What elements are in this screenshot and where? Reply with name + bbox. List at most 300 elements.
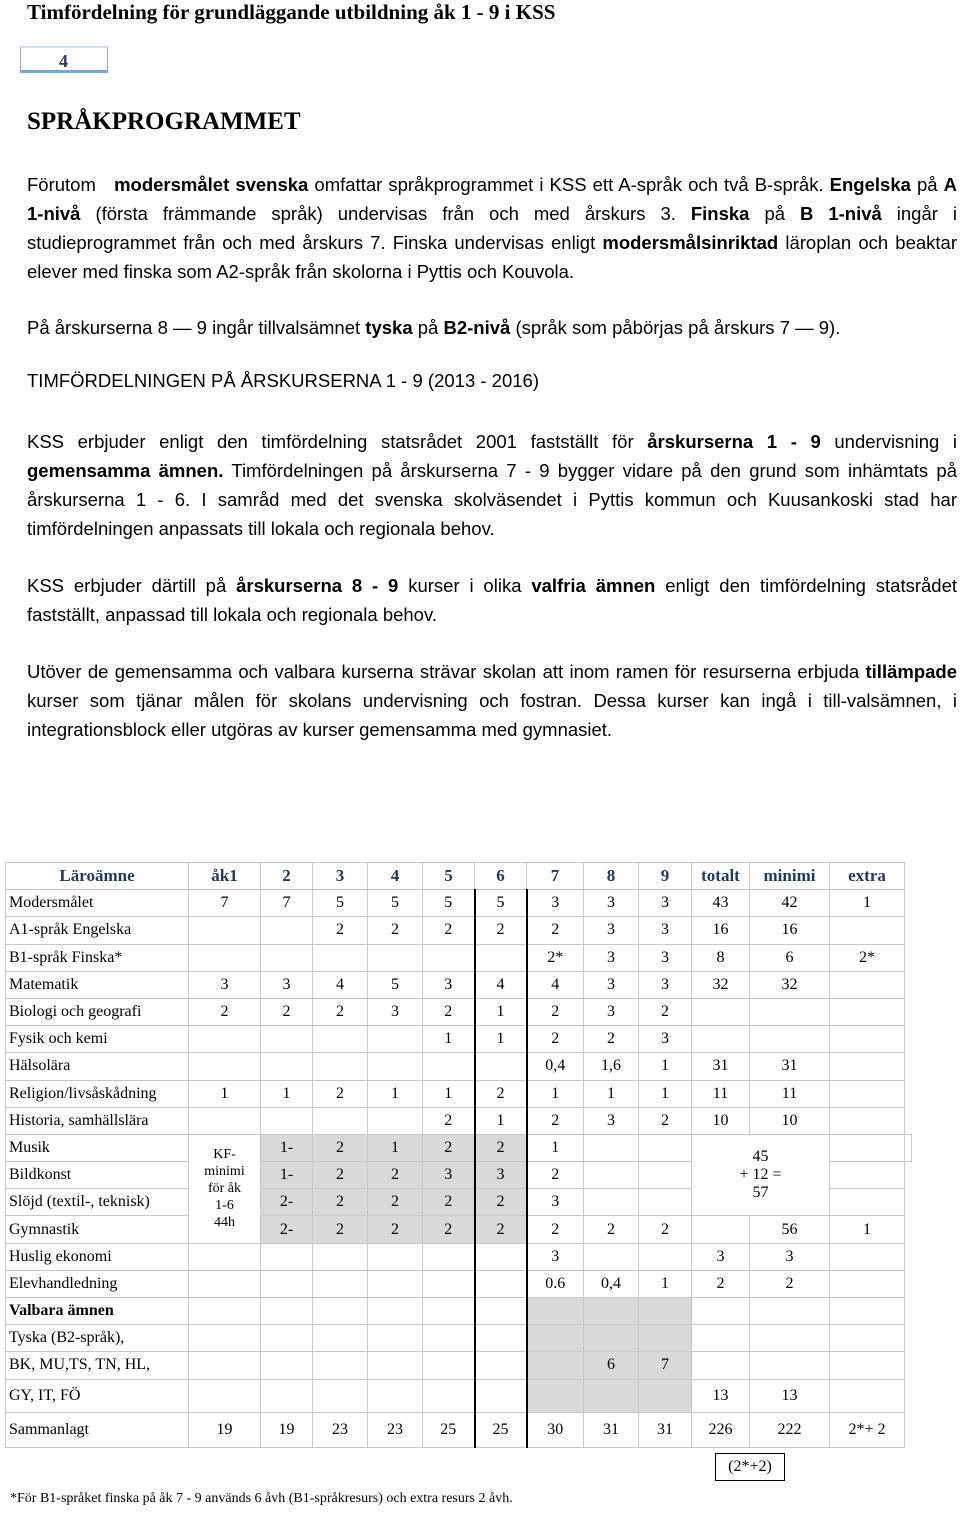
kf-line: för åk — [207, 1181, 242, 1197]
hours-cell: 31 — [639, 1412, 692, 1447]
hours-cell: 10 — [750, 1107, 830, 1134]
hours-cell: 0,4 — [584, 1270, 639, 1297]
hours-cell: 5 — [423, 890, 475, 917]
hours-cell — [423, 1352, 475, 1379]
hours-cell — [313, 1107, 368, 1134]
hours-cell — [527, 1379, 584, 1412]
hours-cell — [750, 1325, 830, 1352]
subject-cell: Biologi och geografi — [6, 998, 189, 1025]
hours-cell: 3 — [261, 971, 313, 998]
hours-cell: 2 — [313, 1134, 368, 1161]
hours-cell: 1 — [368, 1080, 423, 1107]
hours-cell: 1 — [423, 1080, 475, 1107]
hours-cell: 3 — [584, 917, 639, 944]
art-total-line: 57 — [752, 1184, 769, 1202]
hours-cell: 1 — [830, 890, 905, 917]
hours-cell: 0.6 — [527, 1270, 584, 1297]
subject-cell: Bildkonst — [6, 1162, 189, 1189]
hours-cell — [313, 1298, 368, 1325]
hours-cell — [584, 1379, 639, 1412]
subject-cell: A1-språk Engelska — [6, 917, 189, 944]
table-row — [6, 1053, 912, 1080]
hours-cell: 25 — [423, 1412, 475, 1447]
hours-cell: 2 — [261, 998, 313, 1025]
text: omfattar språkprogrammet i KSS ett A-språk och två B-språk. — [308, 174, 830, 195]
hours-cell: 8 — [692, 944, 750, 971]
hours-cell — [189, 1379, 261, 1412]
hours-cell: 19 — [189, 1412, 261, 1447]
hours-cell — [527, 1352, 584, 1379]
art-total-line: + 12 = — [739, 1166, 782, 1184]
hours-cell — [750, 1298, 830, 1325]
text: KSS erbjuder därtill på — [27, 575, 237, 596]
hours-cell — [189, 1026, 261, 1053]
table-row — [6, 1107, 912, 1134]
hours-cell: 3 — [639, 1026, 692, 1053]
hours-cell: 3 — [527, 1189, 584, 1216]
hours-cell: 2 — [527, 1162, 584, 1189]
text-bold: B 1-nivå — [800, 203, 882, 224]
text-bold: modersmålsinriktad — [602, 232, 779, 253]
timetable — [5, 862, 912, 1448]
hours-cell: 3 — [584, 1107, 639, 1134]
hours-cell: 56 — [750, 1216, 830, 1243]
hours-cell — [368, 1243, 423, 1270]
header-cell: 9 — [639, 863, 692, 890]
hours-cell — [830, 971, 905, 998]
hours-cell: 1 — [639, 1053, 692, 1080]
hours-cell: 7 — [189, 890, 261, 917]
hours-cell — [189, 1270, 261, 1297]
hours-cell: 3 — [639, 944, 692, 971]
hours-cell: 2 — [313, 1216, 368, 1243]
hours-cell — [261, 1026, 313, 1053]
table-row — [6, 1243, 912, 1270]
hours-cell: 2 — [475, 1189, 527, 1216]
hours-cell — [313, 1026, 368, 1053]
text: på — [910, 174, 944, 195]
hours-cell — [313, 1352, 368, 1379]
hours-cell — [830, 1352, 905, 1379]
hours-cell: 30 — [527, 1412, 584, 1447]
hours-cell: 2 — [423, 1107, 475, 1134]
table-row — [6, 944, 912, 971]
hours-cell: 2 — [423, 1216, 475, 1243]
table-row — [6, 1379, 912, 1412]
hours-cell: 2 — [368, 1162, 423, 1189]
text-bold: tillämpade — [865, 661, 957, 682]
hours-cell — [313, 1053, 368, 1080]
hours-cell — [692, 1026, 750, 1053]
hours-cell: 43 — [692, 890, 750, 917]
hours-cell: 4 — [527, 971, 584, 998]
subject-cell: Musik — [6, 1134, 189, 1161]
hours-cell: 3 — [639, 890, 692, 917]
hours-cell — [475, 1243, 527, 1270]
text: läroplan och beaktar elever med finska som A2-språk från skolorna i Pyttis och Kouvola. — [27, 232, 958, 282]
hours-cell: 2 — [423, 917, 475, 944]
hours-cell: 32 — [692, 971, 750, 998]
table-row — [6, 1352, 912, 1379]
hours-cell: 3 — [584, 890, 639, 917]
hours-cell: 1 — [527, 1134, 584, 1161]
hours-cell — [368, 1325, 423, 1352]
hours-cell: 2- — [261, 1189, 313, 1216]
timetable-heading: TIMFÖRDELNINGEN PÅ ÅRSKURSERNA 1 - 9 (2013 - 2016) — [27, 370, 539, 391]
hours-cell — [830, 917, 905, 944]
hours-cell: 1,6 — [584, 1053, 639, 1080]
hours-cell: 2 — [313, 1080, 368, 1107]
subject-cell: Hälsolära — [6, 1053, 189, 1080]
hours-cell: 1 — [423, 1026, 475, 1053]
hours-cell: 2 — [423, 998, 475, 1025]
hours-cell: 16 — [750, 917, 830, 944]
hours-cell: 1 — [639, 1080, 692, 1107]
hours-cell: 2 — [313, 917, 368, 944]
hours-cell: 2 — [423, 1134, 475, 1161]
hours-cell: 3 — [639, 917, 692, 944]
hours-cell: 2 — [527, 1107, 584, 1134]
text: enligt den timfördelning statsrådet fastställt, anpassad till lokala och regionala behov. — [27, 575, 958, 625]
hours-cell: 4 — [475, 971, 527, 998]
text: undervisning i — [820, 431, 958, 452]
hours-cell: 7 — [261, 890, 313, 917]
hours-cell: 5 — [368, 890, 423, 917]
hours-cell: 3 — [584, 998, 639, 1025]
text-bold: gemensamma ämnen. — [27, 460, 224, 481]
hours-cell — [692, 1216, 750, 1243]
table-row — [6, 1026, 912, 1053]
hours-cell — [189, 1107, 261, 1134]
hours-cell: 1 — [368, 1134, 423, 1161]
hours-cell — [639, 1298, 692, 1325]
hours-cell: 2 — [584, 1216, 639, 1243]
hours-cell — [527, 1298, 584, 1325]
text: Förutom — [27, 174, 96, 195]
hours-cell — [830, 1298, 905, 1325]
hours-cell: 2- — [261, 1216, 313, 1243]
hours-cell — [830, 1325, 905, 1352]
hours-cell: 3 — [189, 971, 261, 998]
hours-cell — [830, 1080, 905, 1107]
hours-cell — [692, 1352, 750, 1379]
hours-cell — [423, 1243, 475, 1270]
section-number-box: 4 — [20, 46, 108, 73]
header-cell: totalt — [692, 863, 750, 890]
text-bold: Engelska — [829, 174, 911, 195]
paragraph-language-program — [27, 170, 957, 286]
hours-cell: 2*+ 2 — [830, 1412, 905, 1447]
hours-cell — [830, 1134, 905, 1161]
hours-cell: 2 — [313, 998, 368, 1025]
hours-cell: 5 — [313, 890, 368, 917]
table-row — [6, 1270, 912, 1297]
hours-cell — [584, 1298, 639, 1325]
hours-cell — [313, 1243, 368, 1270]
hours-cell — [830, 1379, 905, 1412]
table-header-row — [6, 863, 912, 890]
subject-cell: Modersmålet — [6, 890, 189, 917]
kf-line: 1-6 — [215, 1198, 234, 1214]
hours-cell — [313, 1379, 368, 1412]
hours-cell — [830, 1189, 905, 1216]
hours-cell — [639, 1134, 692, 1161]
table-body — [6, 890, 912, 1447]
table-row — [6, 1412, 912, 1447]
hours-cell: 3 — [368, 998, 423, 1025]
hours-cell — [830, 1270, 905, 1297]
hours-cell — [261, 1270, 313, 1297]
hours-cell: 2 — [313, 1162, 368, 1189]
hours-cell — [423, 944, 475, 971]
hours-cell — [189, 1298, 261, 1325]
hours-cell: 42 — [750, 890, 830, 917]
header-cell: 3 — [313, 863, 368, 890]
hours-cell: 2 — [475, 1080, 527, 1107]
hours-cell — [368, 1053, 423, 1080]
hours-cell — [639, 1379, 692, 1412]
hours-cell: 1 — [527, 1080, 584, 1107]
kf-line: 44h — [214, 1215, 235, 1231]
text: Utöver de gemensamma och valbara kurserna strävar skolan att inom ramen för resurserna erbjuda — [27, 661, 866, 682]
hours-cell — [692, 1298, 750, 1325]
hours-cell: 25 — [475, 1412, 527, 1447]
hours-cell: 2 — [423, 1189, 475, 1216]
subject-cell: Historia, samhällslära — [6, 1107, 189, 1134]
table-row — [6, 1298, 912, 1325]
table-row — [6, 1216, 912, 1243]
hours-cell: 2 — [639, 1216, 692, 1243]
header-cell: 4 — [368, 863, 423, 890]
subject-cell: Sammanlagt — [6, 1412, 189, 1447]
table-row — [6, 1134, 912, 1161]
header-cell: extra — [830, 863, 905, 890]
hours-cell: 32 — [750, 971, 830, 998]
hours-cell — [830, 1162, 905, 1189]
extra-note: (2*+2) — [715, 1453, 785, 1481]
table-row — [6, 1325, 912, 1352]
hours-cell: 1 — [189, 1080, 261, 1107]
text-bold: tyska — [365, 317, 413, 338]
hours-cell: 7 — [639, 1352, 692, 1379]
text-bold: Finska — [690, 203, 750, 224]
text-bold: valfria ämnen — [531, 575, 656, 596]
hours-cell: 2 — [475, 917, 527, 944]
hours-cell — [475, 1270, 527, 1297]
hours-cell — [313, 1325, 368, 1352]
hours-cell — [475, 1379, 527, 1412]
hours-cell: 5 — [368, 971, 423, 998]
hours-cell: 2 — [475, 1216, 527, 1243]
hours-cell: 3 — [423, 1162, 475, 1189]
hours-cell — [639, 1189, 692, 1216]
hours-cell — [261, 944, 313, 971]
hours-cell — [830, 1107, 905, 1134]
hours-cell: 2 — [692, 1270, 750, 1297]
hours-cell: 1 — [584, 1080, 639, 1107]
subject-cell: Religion/livsåskådning — [6, 1080, 189, 1107]
text-bold: A 1-nivå — [27, 174, 957, 224]
hours-cell — [189, 917, 261, 944]
hours-cell: 1 — [261, 1080, 313, 1107]
paragraph-german — [27, 313, 957, 342]
subject-cell: Elevhandledning — [6, 1270, 189, 1297]
hours-cell — [368, 1379, 423, 1412]
hours-cell — [261, 1298, 313, 1325]
subject-cell: BK, MU,TS, TN, HL, — [6, 1352, 189, 1379]
hours-cell: 1- — [261, 1162, 313, 1189]
hours-cell: 1 — [639, 1270, 692, 1297]
hours-cell: 226 — [692, 1412, 750, 1447]
paragraph-common-subjects — [27, 427, 957, 543]
hours-cell: 1 — [475, 1026, 527, 1053]
hours-cell — [368, 1270, 423, 1297]
hours-cell: 3 — [584, 971, 639, 998]
hours-cell — [475, 1298, 527, 1325]
hours-cell: 1 — [475, 1107, 527, 1134]
hours-cell: 2 — [527, 1216, 584, 1243]
hours-cell: 6 — [750, 944, 830, 971]
kf-line: minimi — [204, 1164, 245, 1180]
hours-cell — [830, 1026, 905, 1053]
hours-cell — [750, 1352, 830, 1379]
hours-cell: 3 — [750, 1243, 830, 1270]
hours-cell — [584, 1325, 639, 1352]
hours-cell — [368, 1298, 423, 1325]
header-cell: åk1 — [189, 863, 261, 890]
hours-cell: 2 — [527, 998, 584, 1025]
hours-cell: 3 — [584, 944, 639, 971]
hours-cell: 2 — [750, 1270, 830, 1297]
paragraph-optional-subjects — [27, 571, 957, 629]
art-total-cell — [692, 1134, 830, 1216]
hours-cell — [261, 1325, 313, 1352]
hours-cell — [423, 1053, 475, 1080]
hours-cell — [189, 1352, 261, 1379]
hours-cell — [584, 1189, 639, 1216]
text: KSS erbjuder enligt den timfördelning statsrådet 2001 fastställt för — [27, 431, 648, 452]
hours-cell: 1- — [261, 1134, 313, 1161]
hours-cell: 23 — [313, 1412, 368, 1447]
hours-cell — [189, 1243, 261, 1270]
art-total-line: 45 — [752, 1148, 769, 1166]
subject-cell: Valbara ämnen — [6, 1298, 189, 1325]
hours-cell — [189, 1325, 261, 1352]
hours-cell: 10 — [692, 1107, 750, 1134]
subject-cell: GY, IT, FÖ — [6, 1379, 189, 1412]
hours-cell — [905, 1134, 912, 1161]
hours-cell: 2 — [639, 1107, 692, 1134]
text-bold: B2-nivå — [443, 317, 511, 338]
header-cell: 5 — [423, 863, 475, 890]
subject-cell: B1-språk Finska* — [6, 944, 189, 971]
header-cell: 7 — [527, 863, 584, 890]
hours-cell — [639, 1325, 692, 1352]
header-cell: Läroämne — [6, 863, 189, 890]
text: (språk som påbörjas på årskurs 7 — 9). — [510, 317, 841, 338]
hours-cell — [830, 998, 905, 1025]
hours-cell: 3 — [527, 890, 584, 917]
hours-cell — [261, 1243, 313, 1270]
hours-cell — [750, 1026, 830, 1053]
hours-cell — [639, 1243, 692, 1270]
hours-cell: 5 — [475, 890, 527, 917]
hours-cell — [639, 1162, 692, 1189]
footnote: *För B1-språket finska på åk 7 - 9 används 6 åvh (B1-språkresurs) och extra resurs 2 åvh. — [10, 1491, 513, 1506]
hours-cell: 2 — [527, 917, 584, 944]
text-bold: årskurserna 8 - 9 — [236, 575, 399, 596]
text: kurser i olika — [398, 575, 532, 596]
hours-cell: 11 — [750, 1080, 830, 1107]
header-cell: minimi — [750, 863, 830, 890]
hours-cell — [189, 1053, 261, 1080]
hours-cell: 2 — [368, 1189, 423, 1216]
hours-cell — [584, 1243, 639, 1270]
hours-cell — [750, 998, 830, 1025]
text-bold: årskurserna 1 - 9 — [647, 431, 821, 452]
text: ingår i studieprogrammet från och med årskurs 7. Finska undervisas enligt — [27, 203, 958, 253]
hours-cell: 2 — [189, 998, 261, 1025]
subject-cell: Fysik och kemi — [6, 1026, 189, 1053]
hours-cell: 2* — [830, 944, 905, 971]
header-cell: 2 — [261, 863, 313, 890]
hours-cell — [423, 1270, 475, 1297]
table-row — [6, 917, 912, 944]
hours-cell: 1 — [475, 998, 527, 1025]
table-row — [6, 890, 912, 917]
hours-cell: 13 — [692, 1379, 750, 1412]
hours-cell: 13 — [750, 1379, 830, 1412]
table-row — [6, 1080, 912, 1107]
hours-cell: 3 — [692, 1243, 750, 1270]
hours-cell — [261, 917, 313, 944]
hours-cell: 222 — [750, 1412, 830, 1447]
hours-cell: 2 — [313, 1189, 368, 1216]
subject-cell: Tyska (B2-språk), — [6, 1325, 189, 1352]
text: på — [412, 317, 444, 338]
subject-cell: Gymnastik — [6, 1216, 189, 1243]
hours-cell: 3 — [639, 971, 692, 998]
subject-cell: Huslig ekonomi — [6, 1243, 189, 1270]
text: (första främmande språk) undervisas från och med årskurs 3. — [80, 203, 691, 224]
hours-cell: 2 — [368, 1216, 423, 1243]
text: på — [749, 203, 800, 224]
hours-cell: 4 — [313, 971, 368, 998]
hours-cell — [830, 1053, 905, 1080]
hours-cell: 16 — [692, 917, 750, 944]
hours-cell — [189, 944, 261, 971]
text: På årskurserna 8 — 9 ingår tillvalsämnet — [27, 317, 366, 338]
hours-cell: 19 — [261, 1412, 313, 1447]
hours-cell — [475, 1325, 527, 1352]
hours-cell — [475, 1352, 527, 1379]
page-title: Timfördelning för grundläggande utbildning åk 1 - 9 i KSS — [27, 0, 556, 24]
hours-cell: 3 — [527, 1243, 584, 1270]
header-cell: 8 — [584, 863, 639, 890]
hours-cell — [313, 1270, 368, 1297]
hours-cell: 2 — [527, 1026, 584, 1053]
hours-cell — [584, 1162, 639, 1189]
hours-cell — [692, 1325, 750, 1352]
header-cell: 6 — [475, 863, 527, 890]
hours-cell — [475, 944, 527, 971]
hours-cell — [423, 1298, 475, 1325]
subject-cell: Matematik — [6, 971, 189, 998]
hours-cell: 31 — [750, 1053, 830, 1080]
hours-cell: 23 — [368, 1412, 423, 1447]
hours-cell: 2 — [584, 1026, 639, 1053]
hours-cell: 2 — [368, 917, 423, 944]
